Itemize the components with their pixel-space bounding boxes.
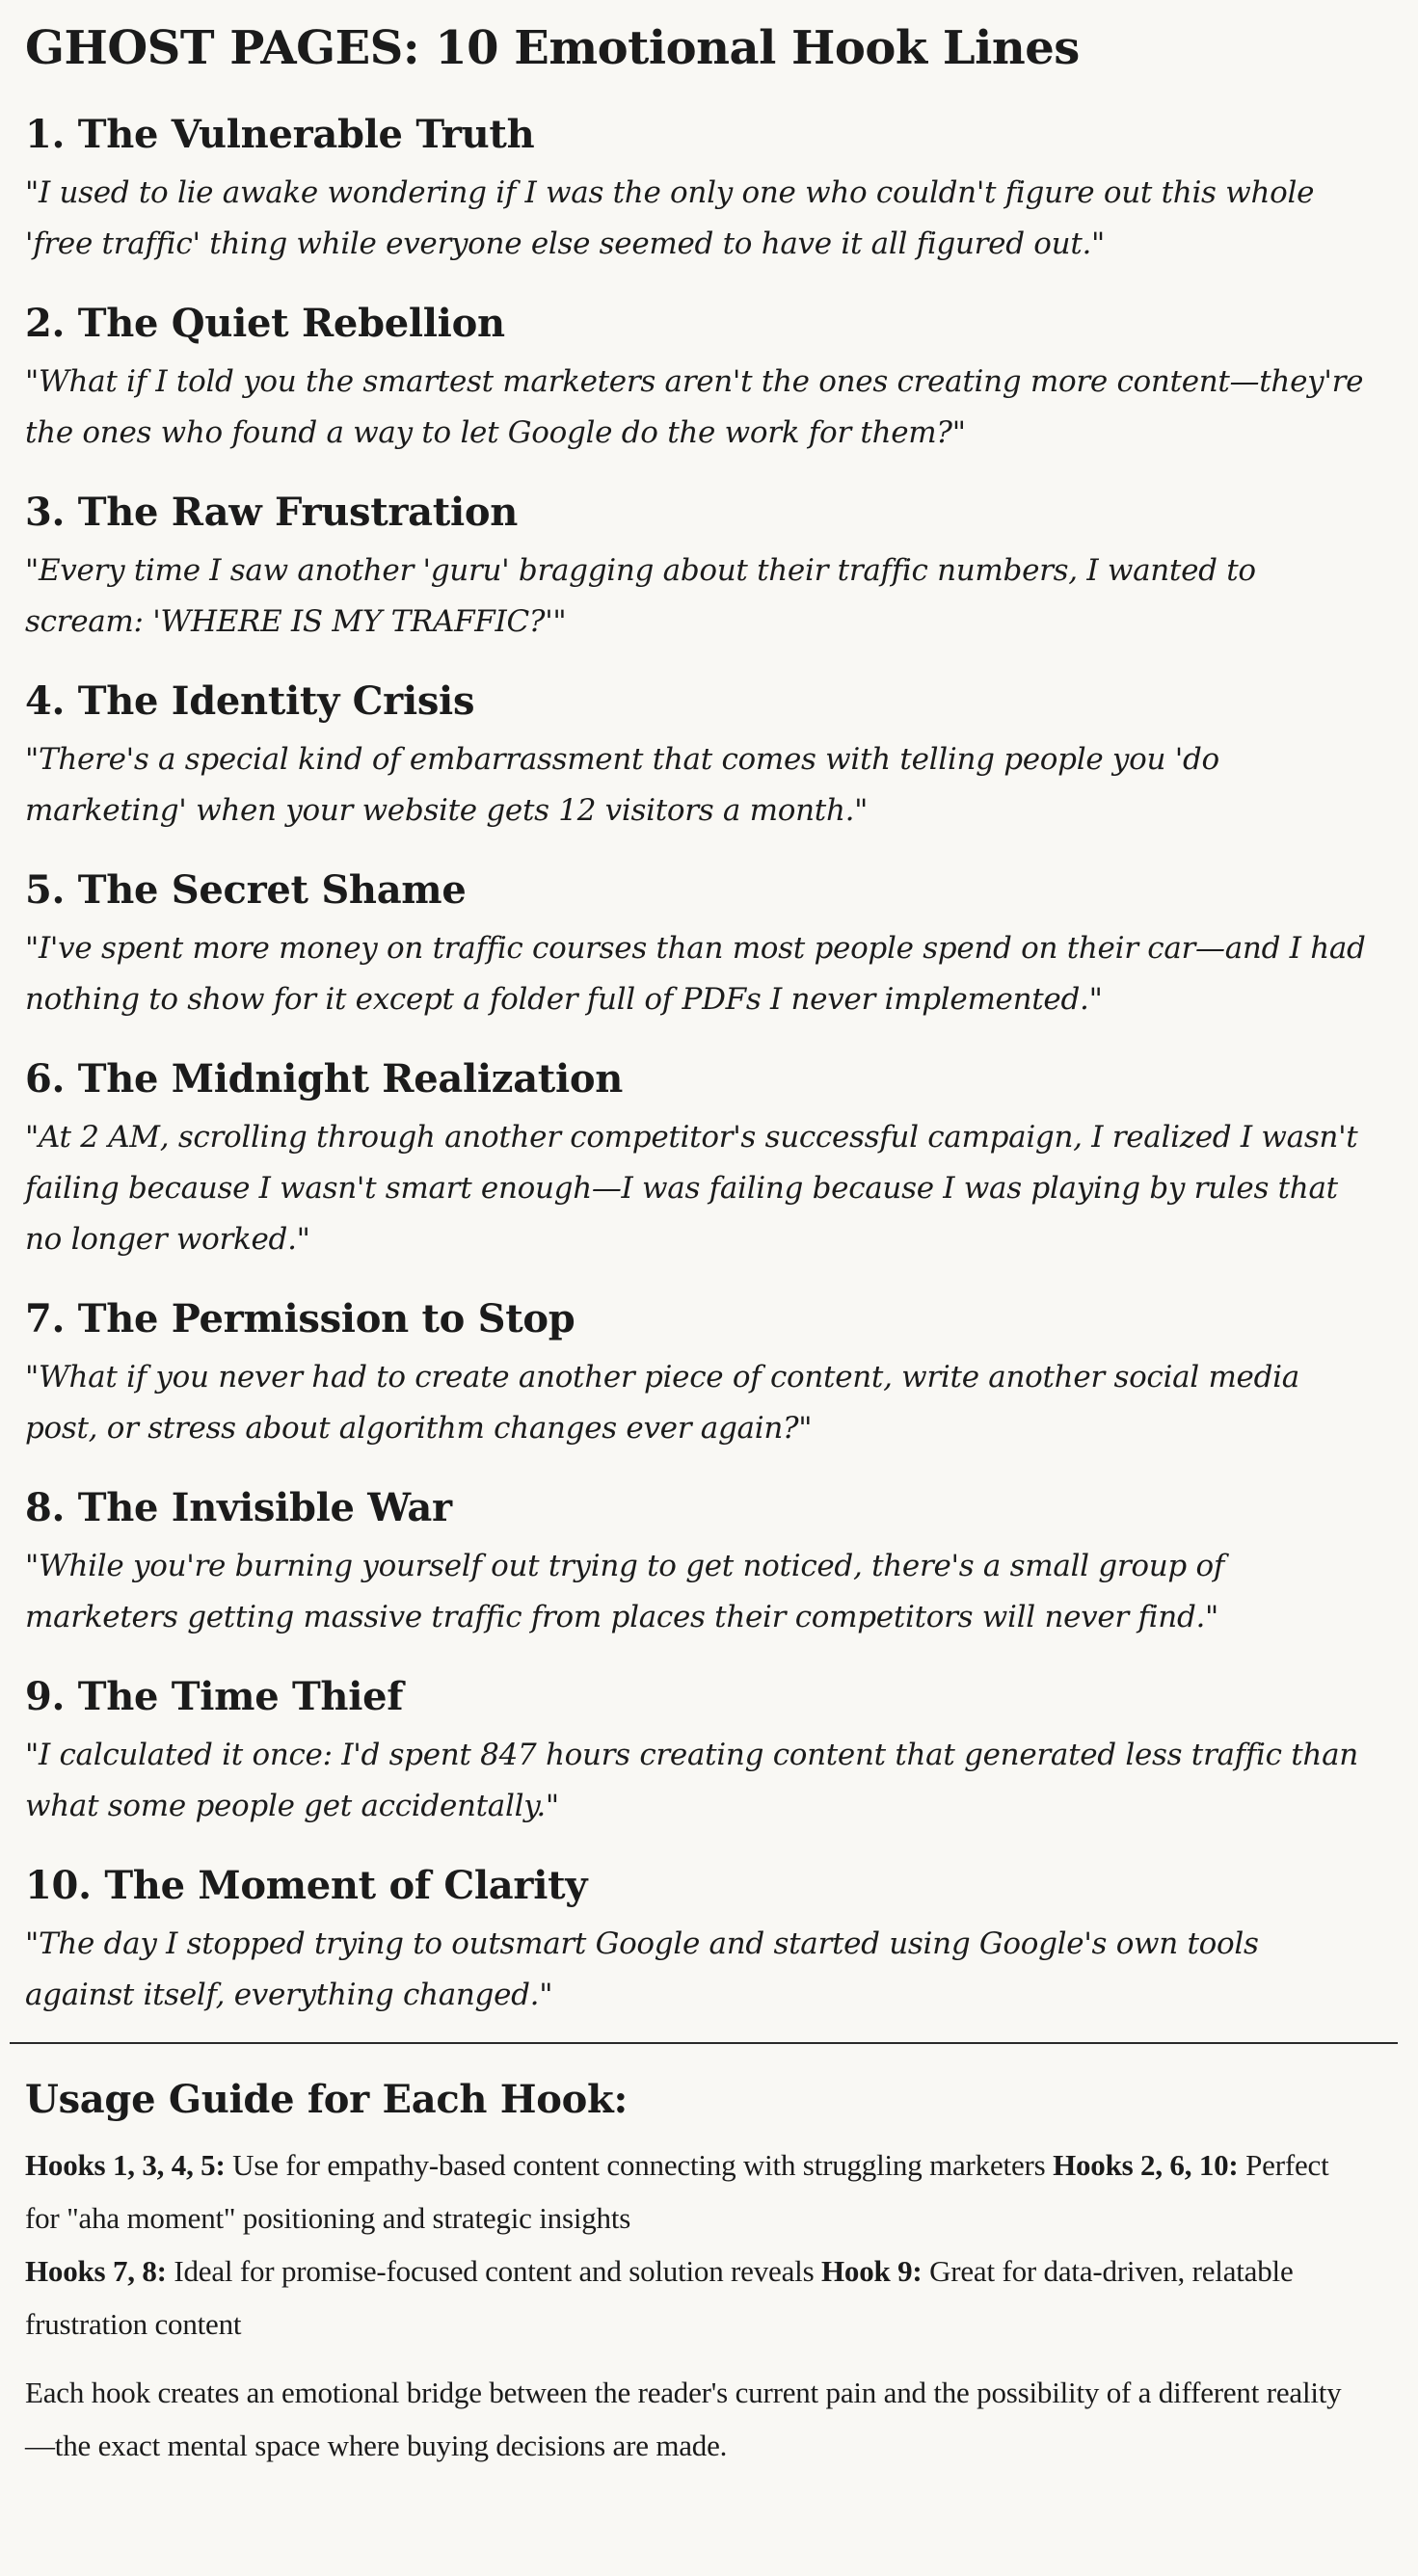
section-divider bbox=[10, 2042, 1398, 2044]
hook-item bbox=[25, 484, 1403, 648]
hook-title: 6. The Midnight Realization bbox=[25, 1056, 624, 1102]
usage-guide-line-1 bbox=[25, 2138, 1365, 2244]
hook-title: 3. The Raw Frustration bbox=[25, 490, 519, 535]
hook-title: 10. The Moment of Clarity bbox=[25, 1863, 588, 1908]
hook-item bbox=[25, 1668, 1403, 1832]
hook-quote: "At 2 AM, scrolling through another competitor's successful campaign, I realized I wasn't failing because I wasn't smart enough—I was failing because I was playing by rules that no longer worked." bbox=[25, 1120, 1358, 1257]
hook-quote: "I calculated it once: I'd spent 847 hours creating content that generated less traffic than what some people get accidentally." bbox=[25, 1738, 1358, 1823]
hook-item bbox=[25, 862, 1403, 1025]
hook-title: 2. The Quiet Rebellion bbox=[25, 301, 505, 346]
hook-quote: "I've spent more money on traffic courses than most people spend on their car—and I had nothing to show for it except a folder full of PDFs I never implemented." bbox=[25, 931, 1366, 1017]
usage-text: Use for empathy-based content connecting with struggling marketers bbox=[225, 2148, 1054, 2182]
hook-item bbox=[25, 1857, 1403, 2021]
hook-title: 1. The Vulnerable Truth bbox=[25, 112, 535, 157]
hook-title: 4. The Identity Crisis bbox=[25, 678, 475, 724]
usage-label: Hooks 2, 6, 10: bbox=[1053, 2148, 1239, 2182]
hook-item bbox=[25, 1479, 1403, 1643]
hook-item bbox=[25, 106, 1403, 270]
hook-quote: "There's a special kind of embarrassment that comes with telling people you 'do marketing' when your website gets 12 visitors a month." bbox=[25, 742, 1219, 828]
usage-label: Hook 9: bbox=[820, 2254, 923, 2288]
usage-label: Hooks 1, 3, 4, 5: bbox=[25, 2148, 226, 2182]
usage-text: Perfect for "aha moment" positioning and strategic insights bbox=[25, 2148, 1329, 2235]
hook-quote: "The day I stopped trying to outsmart Google and started using Google's own tools against itself, everything changed." bbox=[25, 1926, 1259, 2012]
hook-title: 8. The Invisible War bbox=[25, 1485, 452, 1530]
hook-item bbox=[25, 1290, 1403, 1454]
hook-quote: "While you're burning yourself out trying to get noticed, there's a small group of marketers getting massive traffic from places their competitors will never find." bbox=[25, 1549, 1225, 1634]
document-title: GHOST PAGES: 10 Emotional Hook Lines bbox=[25, 21, 1080, 75]
hook-title: 7. The Permission to Stop bbox=[25, 1296, 575, 1341]
usage-text: Ideal for promise-focused content and solution reveals bbox=[166, 2254, 821, 2288]
usage-guide-line-2 bbox=[25, 2244, 1365, 2350]
hook-quote: "What if I told you the smartest marketers aren't the ones creating more content—they're the ones who found a way to let Google do the work for them?" bbox=[25, 364, 1364, 450]
hook-item bbox=[25, 295, 1403, 459]
usage-guide-closing: Each hook creates an emotional bridge between the reader's current pain and the possibility of a different reality—the exact mental space where buying decisions are made. bbox=[25, 2376, 1342, 2462]
hook-quote: "What if you never had to create another piece of content, write another social media post, or stress about algorithm changes ever again?" bbox=[25, 1360, 1299, 1446]
hook-title: 5. The Secret Shame bbox=[25, 867, 467, 913]
hook-title: 9. The Time Thief bbox=[25, 1674, 404, 1719]
hook-quote: "I used to lie awake wondering if I was the only one who couldn't figure out this whole 'free traffic' thing while everyone else seemed to have it all figured out." bbox=[25, 175, 1315, 261]
usage-guide bbox=[25, 2071, 1403, 2472]
usage-label: Hooks 7, 8: bbox=[25, 2254, 167, 2288]
usage-text: Great for data-driven, relatable frustration content bbox=[25, 2254, 1294, 2341]
usage-guide-title: Usage Guide for Each Hook: bbox=[25, 2077, 628, 2122]
hook-quote: "Every time I saw another 'guru' bragging about their traffic numbers, I wanted to scream: 'WHERE IS MY TRAFFIC?'" bbox=[25, 553, 1256, 639]
hook-item bbox=[25, 673, 1403, 837]
hook-item bbox=[25, 1050, 1403, 1265]
